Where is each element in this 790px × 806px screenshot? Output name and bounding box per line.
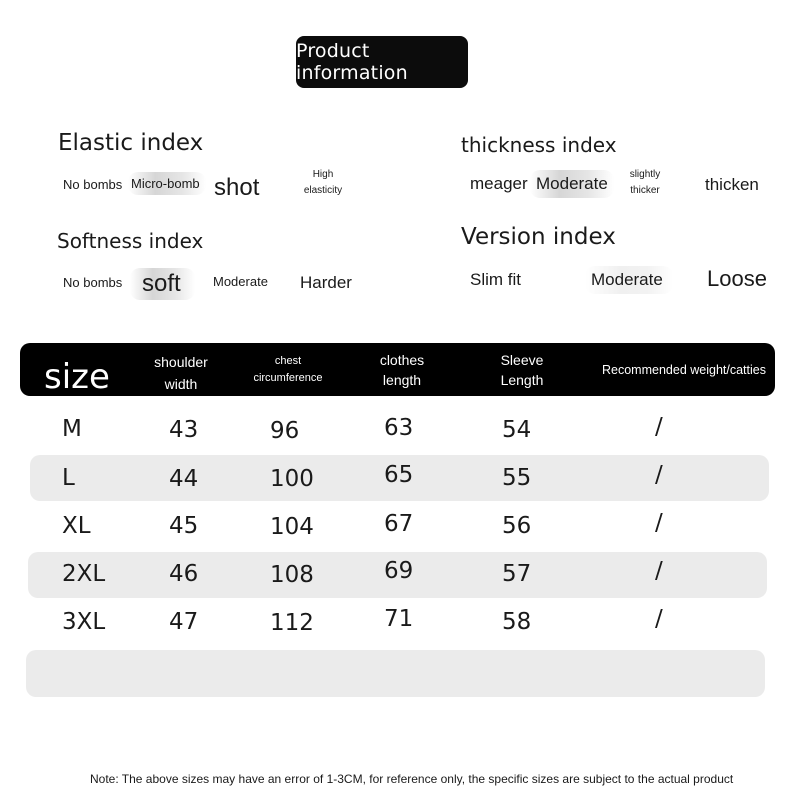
elastic-option-no-bombs: No bombs	[63, 177, 123, 192]
thickness-option-moderate: Moderate	[530, 170, 614, 198]
header-chest-line1: chest	[274, 355, 302, 367]
cell-size: 3XL	[62, 609, 106, 635]
softness-option-soft: soft	[130, 268, 195, 300]
cell-size: M	[62, 416, 82, 442]
cell-chest: 104	[270, 514, 314, 540]
cell-sleeve: 58	[502, 609, 532, 635]
cell-weight: /	[655, 606, 663, 632]
cell-chest: 96	[270, 418, 300, 444]
footnote: Note: The above sizes may have an error of 1-3CM, for reference only, the specific sizes are subject to the actual product	[90, 772, 734, 786]
cell-length: 65	[384, 462, 414, 488]
softness-index-title: Softness index	[57, 229, 204, 253]
cell-weight: /	[655, 558, 663, 584]
softness-option-moderate: Moderate	[213, 274, 268, 289]
cell-length: 63	[384, 415, 414, 441]
cell-size: XL	[62, 513, 91, 539]
header-sleeve-line1: Sleeve	[500, 352, 544, 368]
cell-sleeve: 57	[502, 561, 532, 587]
cell-sleeve: 55	[502, 465, 532, 491]
cell-weight: /	[655, 414, 663, 440]
size-table-header	[20, 343, 775, 396]
row-stripe-empty	[26, 650, 765, 697]
header-clothes-length	[370, 350, 434, 390]
header-chest-circumference	[248, 353, 328, 387]
header-shoulder-width	[146, 352, 216, 394]
softness-option-no-bombs: No bombs	[63, 275, 123, 290]
elastic-option-micro-bomb: Micro-bomb	[128, 172, 206, 195]
version-option-slim-fit: Slim fit	[470, 270, 521, 289]
cell-length: 67	[384, 511, 414, 537]
page-title: Product information	[296, 36, 468, 88]
cell-shoulder: 44	[169, 466, 199, 492]
cell-weight: /	[655, 510, 663, 536]
cell-shoulder: 46	[169, 561, 199, 587]
version-option-moderate: Moderate	[585, 266, 673, 294]
elastic-option-high-elasticity: High elasticity	[303, 169, 343, 196]
thickness-option-meager: meager	[470, 174, 528, 193]
cell-sleeve: 54	[502, 417, 532, 443]
thickness-option-thicken: thicken	[705, 175, 759, 194]
header-shoulder-line1: shoulder	[154, 354, 208, 370]
version-index-title: Version index	[461, 224, 616, 250]
cell-length: 71	[384, 606, 414, 632]
cell-chest: 100	[270, 466, 314, 492]
thickness-option-slightly-thicker: slightly thicker	[629, 169, 661, 196]
cell-sleeve: 56	[502, 513, 532, 539]
header-sleeve-length	[490, 350, 554, 390]
cell-size: L	[62, 465, 75, 491]
cell-length: 69	[384, 558, 414, 584]
header-recommended-weight: Recommended weight/catties	[602, 363, 766, 377]
cell-chest: 112	[270, 610, 314, 636]
header-clothes-line2: length	[382, 372, 422, 388]
header-chest-line2: circumference	[253, 372, 323, 384]
cell-weight: /	[655, 462, 663, 488]
softness-option-harder: Harder	[300, 273, 352, 292]
header-clothes-line1: clothes	[379, 352, 425, 368]
header-size: size	[44, 357, 110, 397]
cell-chest: 108	[270, 562, 314, 588]
cell-shoulder: 47	[169, 609, 199, 635]
cell-shoulder: 45	[169, 513, 199, 539]
elastic-option-shot: shot	[214, 174, 260, 201]
elastic-index-title: Elastic index	[58, 130, 204, 156]
cell-shoulder: 43	[169, 417, 199, 443]
version-option-loose: Loose	[707, 266, 767, 291]
header-shoulder-line2: width	[164, 376, 198, 392]
header-sleeve-line2: Length	[500, 372, 544, 388]
thickness-index-title: thickness index	[461, 133, 617, 157]
cell-size: 2XL	[62, 561, 106, 587]
